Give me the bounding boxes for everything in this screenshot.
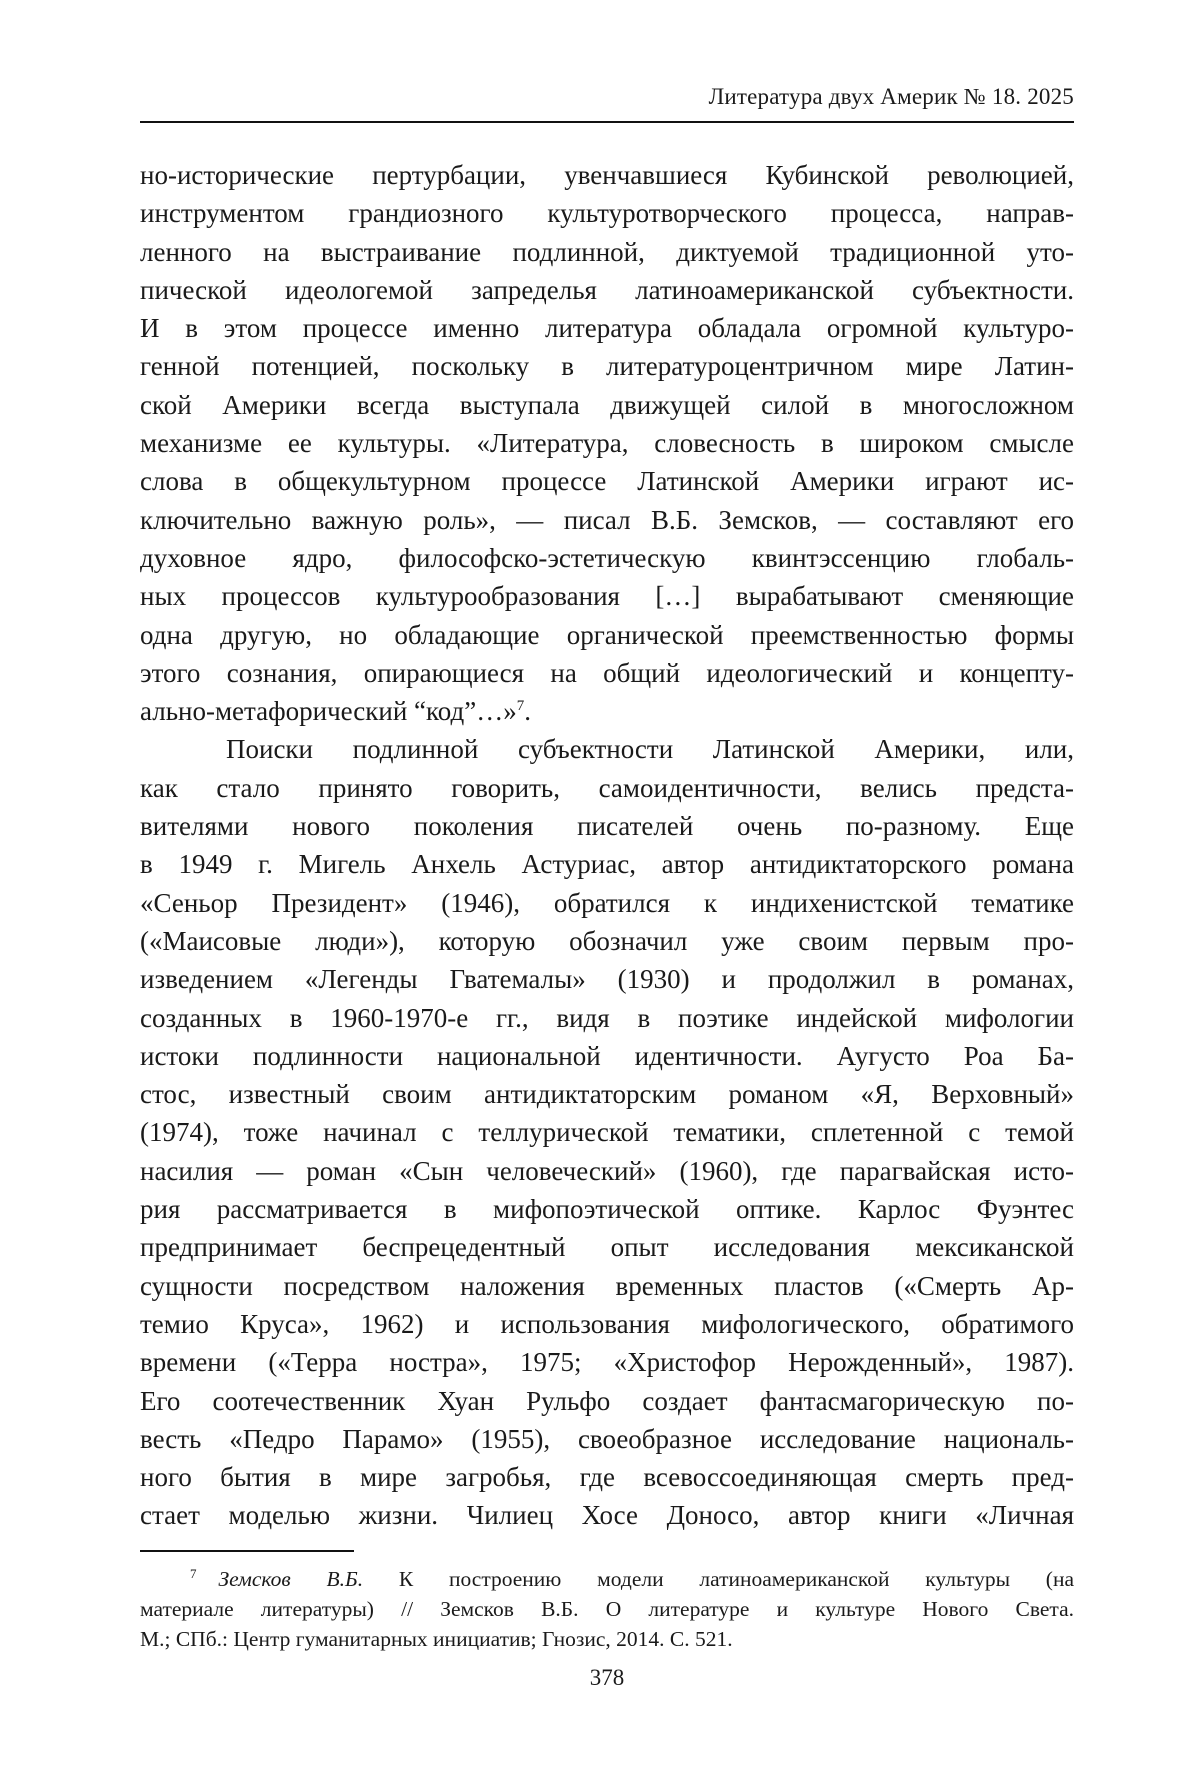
text-line: генной потенцией, поскольку в литературоцентричном мире Латин- [140, 351, 1074, 382]
text-line: ного бытия в мире загробья, где всевоссоединяющая смерть пред- [140, 1462, 1074, 1493]
text-line: «Сеньор Президент» (1946), обратился к индихенистской тематике [140, 887, 1074, 918]
text-line: механизме ее культуры. «Литература, словесность в широком смысле [140, 428, 1074, 459]
text-line: стос, известный своим антидиктаторским романом «Я, Верховный» [140, 1079, 1074, 1110]
text-line: (1974), тоже начинал с теллурической тематики, сплетенной с темой [140, 1117, 1074, 1148]
text-line: слова в общекультурном процессе Латинской Америки играют ис- [140, 466, 1074, 497]
text-line: духовное ядро, философско-эстетическую квинтэссенцию глобаль- [140, 542, 1074, 573]
text-line: насилия — роман «Сын человеческий» (1960), где парагвайская исто- [140, 1155, 1074, 1186]
text-line: истоки подлинности национальной идентичности. Аугусто Роа Ба- [140, 1040, 1074, 1071]
text-line: рия рассматривается в мифопоэтической оптике. Карлос Фуэнтес [140, 1194, 1074, 1225]
text-line: стает моделью жизни. Чилиец Хосе Доносо, автор книги «Личная [140, 1500, 1074, 1531]
text-line: весть «Педро Парамо» (1955), своеобразное исследование националь- [140, 1423, 1074, 1454]
text-line: Его соотечественник Хуан Рульфо создает фантасмагорическую по- [140, 1385, 1074, 1416]
text-line: как стало принято говорить, самоидентичности, велись предста- [140, 772, 1074, 803]
text-line: ально-метафорический “код”…»$^7$. [140, 696, 531, 727]
running-header: Литература двух Америк № 18. 2025 [708, 84, 1074, 109]
footnote-author: Земсков В.Б. [218, 1567, 364, 1591]
text-line: ленного на выстраивание подлинной, диктуемой традиционной уто- [140, 236, 1074, 267]
text-line: но-исторические пертурбации, увенчавшиеся Кубинской революцией, [140, 160, 1074, 190]
text-line: («Маисовые люди»), которую обозначил уже своим первым про- [140, 925, 1074, 956]
text-line: инструментом грандиозного культуротворческого процесса, направ- [140, 198, 1074, 229]
text-line: созданных в 1960-1970-е гг., видя в поэтике индейской мифологии [140, 1002, 1074, 1033]
text-line: ных процессов культурообразования […] вырабатывают сменяющие [140, 581, 1074, 612]
text-line: пической идеологемой запределья латиноамериканской субъектности. [140, 274, 1074, 305]
text-line: изведением «Легенды Гватемалы» (1930) и продолжил в романах, [140, 964, 1074, 995]
text-line: сущности посредством наложения временных пластов («Смерть Ар- [140, 1270, 1074, 1301]
text-line: вителями нового поколения писателей очень по-разному. Еще [140, 811, 1074, 842]
footnote-line: $^7$ Земсков В.Б. К построению модели латиноамериканской культуры (на [190, 1565, 1074, 1591]
text-line: времени («Терра ностра», 1975; «Христофор Нерожденный», 1987). [140, 1347, 1074, 1378]
footnote-number: 7 [190, 1565, 197, 1581]
footnote-line: М.; СПб.: Центр гуманитарных инициатив; Гнозис, 2014. С. 521. [140, 1627, 733, 1651]
text-line: ской Америки всегда выступала движущей силой в многосложном [140, 389, 1074, 420]
body-text [140, 156, 1074, 1535]
text-line: в 1949 г. Мигель Анхель Астуриас, автор антидиктаторского романа [140, 849, 1074, 880]
footnote [140, 1564, 1074, 1654]
text-line: этого сознания, опирающиеся на общий идеологический и концепту- [140, 657, 1074, 688]
footnote-rule [140, 1550, 354, 1552]
page-number: 378 [589, 1665, 625, 1690]
text-line: одна другую, но обладающие органической преемственностью формы [140, 619, 1074, 650]
header-rule [140, 121, 1074, 123]
text-line: темио Круса», 1962) и использования мифологического, обратимого [140, 1308, 1074, 1339]
footnote-ref[interactable]: 7 [516, 698, 525, 715]
text-line: И в этом процессе именно литература обладала огромной культуро- [140, 313, 1074, 344]
text-line: ключительно важную роль», — писал В.Б. Земсков, — составляют его [140, 504, 1074, 535]
text-line: Поиски подлинной субъектности Латинской Америки, или, [226, 734, 1074, 765]
footnote-line: материале литературы) // Земсков В.Б. О литературе и культуре Нового Света. [140, 1597, 1074, 1621]
text-line: предпринимает беспрецедентный опыт исследования мексиканской [140, 1232, 1074, 1263]
